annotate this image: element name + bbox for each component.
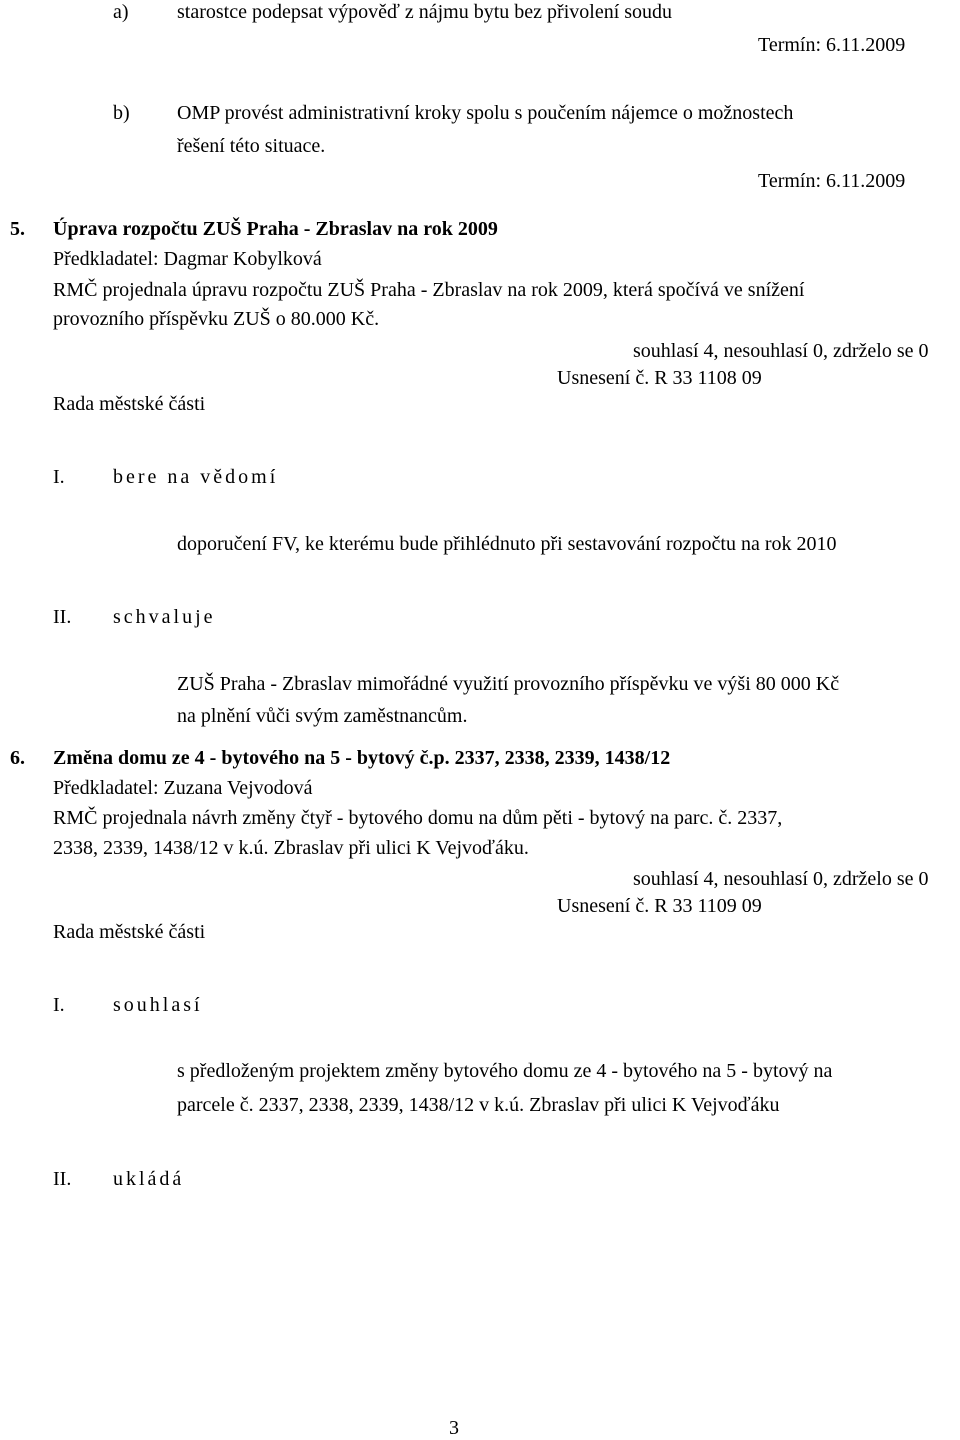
item-a-deadline: Termín: 6.11.2009 bbox=[758, 34, 906, 56]
section6-council: Rada městské části bbox=[53, 921, 206, 943]
section6-decision1-roman: I. bbox=[53, 994, 65, 1016]
section6-decision1-text-line2: parcele č. 2337, 2338, 2339, 1438/12 v k.ú. Zbraslav při ulici K Vejvoďáku bbox=[177, 1094, 780, 1116]
item-b-text-line1: OMP provést administrativní kroky spolu s poučením nájemce o možnostech bbox=[177, 102, 794, 124]
section5-title: Úprava rozpočtu ZUŠ Praha - Zbraslav na rok 2009 bbox=[53, 218, 498, 240]
section6-number: 6. bbox=[10, 747, 25, 769]
section5-decision2-verb: schvaluje bbox=[113, 606, 216, 628]
section6-title: Změna domu ze 4 - bytového na 5 - bytový č.p. 2337, 2338, 2339, 1438/12 bbox=[53, 747, 671, 769]
section5-presenter: Předkladatel: Dagmar Kobylková bbox=[53, 248, 322, 270]
item-b-deadline: Termín: 6.11.2009 bbox=[758, 170, 906, 192]
item-a-marker: a) bbox=[113, 1, 129, 23]
section6-vote: souhlasí 4, nesouhlasí 0, zdrželo se 0 bbox=[633, 868, 929, 890]
section5-decision1-text: doporučení FV, ke kterému bude přihlédnuto při sestavování rozpočtu na rok 2010 bbox=[177, 533, 837, 555]
section5-vote: souhlasí 4, nesouhlasí 0, zdrželo se 0 bbox=[633, 340, 929, 362]
item-b-marker: b) bbox=[113, 102, 130, 124]
section6-body-line2: 2338, 2339, 1438/12 v k.ú. Zbraslav při ulici K Vejvoďáku. bbox=[53, 837, 529, 859]
section6-resolution: Usnesení č. R 33 1109 09 bbox=[557, 895, 762, 917]
section5-decision1-verb: bere na vědomí bbox=[113, 466, 279, 488]
section5-decision2-text-line2: na plnění vůči svým zaměstnancům. bbox=[177, 705, 468, 727]
item-b-text-line2: řešení této situace. bbox=[177, 135, 326, 157]
section5-body-line2: provozního příspěvku ZUŠ o 80.000 Kč. bbox=[53, 308, 380, 330]
section5-decision2-text-line1: ZUŠ Praha - Zbraslav mimořádné využití provozního příspěvku ve výši 80 000 Kč bbox=[177, 673, 840, 695]
section6-body-line1: RMČ projednala návrh změny čtyř - bytového domu na dům pěti - bytový na parc. č. 2337, bbox=[53, 807, 783, 829]
section5-decision2-roman: II. bbox=[53, 606, 72, 628]
section5-resolution: Usnesení č. R 33 1108 09 bbox=[557, 367, 762, 389]
section5-decision1-roman: I. bbox=[53, 466, 65, 488]
page-number: 3 bbox=[449, 1417, 459, 1439]
section6-decision1-verb: souhlasí bbox=[113, 994, 203, 1016]
section6-presenter: Předkladatel: Zuzana Vejvodová bbox=[53, 777, 313, 799]
section6-decision2-roman: II. bbox=[53, 1168, 72, 1190]
item-a-text: starostce podepsat výpověď z nájmu bytu bez přivolení soudu bbox=[177, 1, 673, 23]
section6-decision1-text-line1: s předloženým projektem změny bytového domu ze 4 - bytového na 5 - bytový na bbox=[177, 1060, 833, 1082]
section5-body-line1: RMČ projednala úpravu rozpočtu ZUŠ Praha - Zbraslav na rok 2009, která spočívá ve snížení bbox=[53, 279, 805, 301]
section5-council: Rada městské části bbox=[53, 393, 206, 415]
section5-number: 5. bbox=[10, 218, 25, 240]
section6-decision2-verb: ukládá bbox=[113, 1168, 185, 1190]
